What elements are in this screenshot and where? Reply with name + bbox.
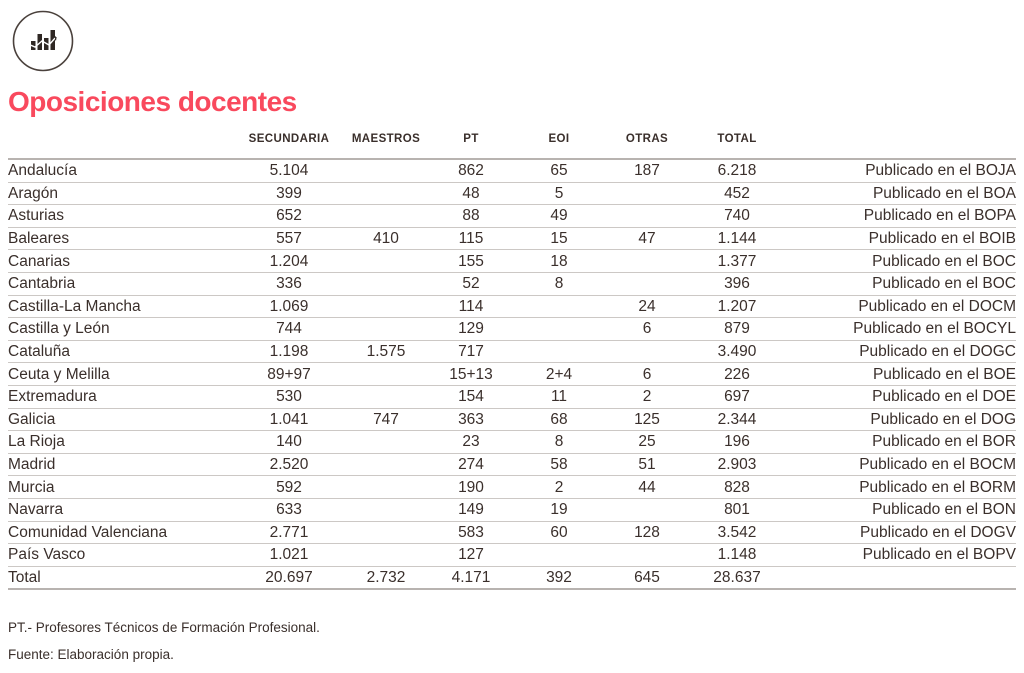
otras-cell: 44 — [603, 476, 691, 499]
eoi-cell — [515, 295, 603, 318]
secundaria-cell: 20.697 — [233, 566, 345, 589]
region-cell: Total — [8, 566, 233, 589]
table-row — [8, 272, 1016, 295]
secundaria-cell: 557 — [233, 227, 345, 250]
total-cell: 1.207 — [691, 295, 783, 318]
total-cell: 452 — [691, 182, 783, 205]
otras-cell: 51 — [603, 453, 691, 476]
publication-cell: Publicado en el DOG — [783, 408, 1016, 431]
publication-cell: Publicado en el BOC — [783, 250, 1016, 273]
total-cell: 3.490 — [691, 340, 783, 363]
total-cell: 2.903 — [691, 453, 783, 476]
secundaria-cell: 652 — [233, 205, 345, 228]
table-row — [8, 498, 1016, 521]
maestros-cell — [345, 453, 427, 476]
otras-cell: 128 — [603, 521, 691, 544]
otras-cell: 2 — [603, 385, 691, 408]
otras-cell — [603, 340, 691, 363]
header-eoi: EOI — [515, 133, 603, 159]
region-cell: País Vasco — [8, 544, 233, 567]
pt-cell: 115 — [427, 227, 515, 250]
pt-cell: 149 — [427, 498, 515, 521]
secundaria-cell: 1.198 — [233, 340, 345, 363]
total-cell: 879 — [691, 318, 783, 341]
header-maestros: MAESTROS — [345, 133, 427, 159]
otras-cell: 6 — [603, 363, 691, 386]
pt-cell: 127 — [427, 544, 515, 567]
eoi-cell: 8 — [515, 272, 603, 295]
publication-cell: Publicado en el BOE — [783, 363, 1016, 386]
table-row — [8, 521, 1016, 544]
region-cell: Cataluña — [8, 340, 233, 363]
header-secundaria: SECUNDARIA — [233, 133, 345, 159]
otras-cell: 6 — [603, 318, 691, 341]
pt-cell: 15+13 — [427, 363, 515, 386]
publication-cell — [783, 566, 1016, 589]
table-body — [8, 159, 1016, 589]
maestros-cell — [345, 159, 427, 182]
pt-cell: 88 — [427, 205, 515, 228]
maestros-cell: 2.732 — [345, 566, 427, 589]
secundaria-cell: 744 — [233, 318, 345, 341]
maestros-cell: 747 — [345, 408, 427, 431]
publication-cell: Publicado en el DOGC — [783, 340, 1016, 363]
eoi-cell: 65 — [515, 159, 603, 182]
publication-cell: Publicado en el DOCM — [783, 295, 1016, 318]
pt-cell: 23 — [427, 431, 515, 454]
total-cell: 740 — [691, 205, 783, 228]
table-row — [8, 227, 1016, 250]
eoi-cell: 58 — [515, 453, 603, 476]
eoi-cell: 15 — [515, 227, 603, 250]
page-title: Oposiciones docentes — [8, 86, 297, 117]
eoi-cell: 60 — [515, 521, 603, 544]
table-row — [8, 363, 1016, 386]
publication-cell: Publicado en el BOCM — [783, 453, 1016, 476]
table-row — [8, 295, 1016, 318]
region-cell: Castilla-La Mancha — [8, 295, 233, 318]
bar-chart-icon — [12, 10, 74, 72]
pt-cell: 155 — [427, 250, 515, 273]
pt-cell: 4.171 — [427, 566, 515, 589]
otras-cell: 24 — [603, 295, 691, 318]
otras-cell: 25 — [603, 431, 691, 454]
secundaria-cell: 530 — [233, 385, 345, 408]
region-cell: Navarra — [8, 498, 233, 521]
total-cell: 226 — [691, 363, 783, 386]
region-cell: Extremadura — [8, 385, 233, 408]
otras-cell — [603, 498, 691, 521]
total-cell: 1.144 — [691, 227, 783, 250]
secundaria-cell: 2.771 — [233, 521, 345, 544]
region-cell: La Rioja — [8, 431, 233, 454]
otras-cell — [603, 250, 691, 273]
secundaria-cell: 1.041 — [233, 408, 345, 431]
secundaria-cell: 592 — [233, 476, 345, 499]
total-cell: 396 — [691, 272, 783, 295]
eoi-cell — [515, 318, 603, 341]
secundaria-cell: 89+97 — [233, 363, 345, 386]
publication-cell: Publicado en el BOJA — [783, 159, 1016, 182]
maestros-cell — [345, 476, 427, 499]
header-region — [8, 133, 233, 159]
region-cell: Cantabria — [8, 272, 233, 295]
total-cell: 1.148 — [691, 544, 783, 567]
table-row — [8, 318, 1016, 341]
total-cell: 801 — [691, 498, 783, 521]
header-publication — [783, 133, 1016, 159]
table-row — [8, 431, 1016, 454]
secundaria-cell: 1.204 — [233, 250, 345, 273]
pt-cell: 190 — [427, 476, 515, 499]
publication-cell: Publicado en el BOCYL — [783, 318, 1016, 341]
table-row — [8, 205, 1016, 228]
publication-cell: Publicado en el BON — [783, 498, 1016, 521]
total-cell: 2.344 — [691, 408, 783, 431]
eoi-cell: 49 — [515, 205, 603, 228]
pt-cell: 583 — [427, 521, 515, 544]
total-cell: 28.637 — [691, 566, 783, 589]
maestros-cell — [345, 205, 427, 228]
region-cell: Andalucía — [8, 159, 233, 182]
total-cell: 3.542 — [691, 521, 783, 544]
maestros-cell — [345, 521, 427, 544]
otras-cell: 47 — [603, 227, 691, 250]
publication-cell: Publicado en el BOC — [783, 272, 1016, 295]
region-cell: Baleares — [8, 227, 233, 250]
table-row — [8, 159, 1016, 182]
maestros-cell — [345, 363, 427, 386]
eoi-cell: 2+4 — [515, 363, 603, 386]
pt-cell: 717 — [427, 340, 515, 363]
secundaria-cell: 633 — [233, 498, 345, 521]
otras-cell: 187 — [603, 159, 691, 182]
region-cell: Asturias — [8, 205, 233, 228]
total-cell: 828 — [691, 476, 783, 499]
header-row — [8, 133, 1016, 159]
maestros-cell — [345, 318, 427, 341]
region-cell: Aragón — [8, 182, 233, 205]
table-row — [8, 250, 1016, 273]
header-pt: PT — [427, 133, 515, 159]
maestros-cell — [345, 431, 427, 454]
total-cell: 6.218 — [691, 159, 783, 182]
total-cell: 697 — [691, 385, 783, 408]
maestros-cell — [345, 182, 427, 205]
eoi-cell: 18 — [515, 250, 603, 273]
table-row — [8, 544, 1016, 567]
publication-cell: Publicado en el BOPA — [783, 205, 1016, 228]
secundaria-cell: 2.520 — [233, 453, 345, 476]
secundaria-cell: 140 — [233, 431, 345, 454]
region-cell: Murcia — [8, 476, 233, 499]
pt-cell: 862 — [427, 159, 515, 182]
secundaria-cell: 399 — [233, 182, 345, 205]
region-cell: Ceuta y Melilla — [8, 363, 233, 386]
maestros-cell — [345, 295, 427, 318]
eoi-cell — [515, 544, 603, 567]
otras-cell — [603, 182, 691, 205]
region-cell: Castilla y León — [8, 318, 233, 341]
secundaria-cell: 1.021 — [233, 544, 345, 567]
publication-cell: Publicado en el BORM — [783, 476, 1016, 499]
maestros-cell — [345, 385, 427, 408]
logo — [12, 10, 74, 72]
publication-cell: Publicado en el BOPV — [783, 544, 1016, 567]
maestros-cell — [345, 272, 427, 295]
eoi-cell: 68 — [515, 408, 603, 431]
publication-cell: Publicado en el DOE — [783, 385, 1016, 408]
pt-cell: 274 — [427, 453, 515, 476]
pt-cell: 114 — [427, 295, 515, 318]
publication-cell: Publicado en el BOIB — [783, 227, 1016, 250]
maestros-cell — [345, 498, 427, 521]
secundaria-cell: 5.104 — [233, 159, 345, 182]
table-row — [8, 340, 1016, 363]
secundaria-cell: 1.069 — [233, 295, 345, 318]
table-row — [8, 453, 1016, 476]
otras-cell — [603, 544, 691, 567]
region-cell: Galicia — [8, 408, 233, 431]
source-footnote: Fuente: Elaboración propia. — [8, 647, 174, 662]
header-otras: OTRAS — [603, 133, 691, 159]
pt-footnote: PT.- Profesores Técnicos de Formación Profesional. — [8, 620, 320, 635]
maestros-cell: 1.575 — [345, 340, 427, 363]
eoi-cell — [515, 340, 603, 363]
header-total: TOTAL — [691, 133, 783, 159]
region-cell: Canarias — [8, 250, 233, 273]
otras-cell — [603, 205, 691, 228]
region-cell: Comunidad Valenciana — [8, 521, 233, 544]
eoi-cell: 11 — [515, 385, 603, 408]
maestros-cell — [345, 544, 427, 567]
publication-cell: Publicado en el BOA — [783, 182, 1016, 205]
publication-cell: Publicado en el DOGV — [783, 521, 1016, 544]
publication-cell: Publicado en el BOR — [783, 431, 1016, 454]
region-cell: Madrid — [8, 453, 233, 476]
table-row — [8, 566, 1016, 589]
pt-cell: 129 — [427, 318, 515, 341]
table-row — [8, 476, 1016, 499]
maestros-cell: 410 — [345, 227, 427, 250]
pt-cell: 52 — [427, 272, 515, 295]
pt-cell: 363 — [427, 408, 515, 431]
eoi-cell: 5 — [515, 182, 603, 205]
maestros-cell — [345, 250, 427, 273]
secundaria-cell: 336 — [233, 272, 345, 295]
otras-cell: 125 — [603, 408, 691, 431]
eoi-cell: 2 — [515, 476, 603, 499]
eoi-cell: 392 — [515, 566, 603, 589]
table-row — [8, 408, 1016, 431]
pt-cell: 154 — [427, 385, 515, 408]
table-row — [8, 385, 1016, 408]
oposiciones-table — [8, 133, 1016, 590]
eoi-cell: 19 — [515, 498, 603, 521]
eoi-cell: 8 — [515, 431, 603, 454]
pt-cell: 48 — [427, 182, 515, 205]
footnotes — [8, 614, 320, 668]
table-row — [8, 182, 1016, 205]
otras-cell — [603, 272, 691, 295]
total-cell: 196 — [691, 431, 783, 454]
total-cell: 1.377 — [691, 250, 783, 273]
otras-cell: 645 — [603, 566, 691, 589]
